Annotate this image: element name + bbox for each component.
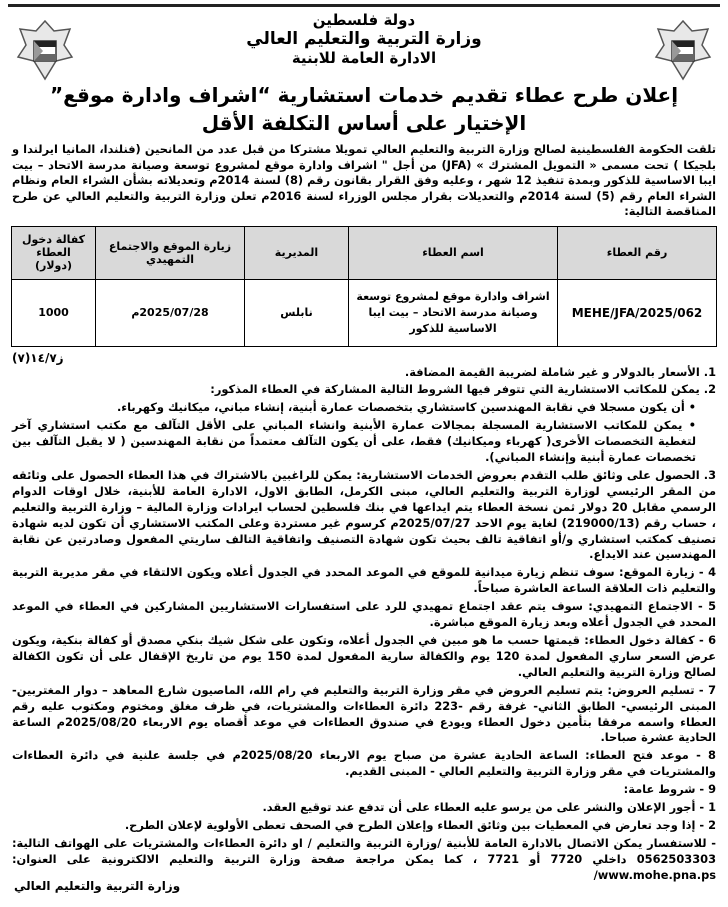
tender-bond: 1000 [12, 279, 96, 346]
col-header-directorate: المديرية [245, 226, 349, 279]
list-item: 9 - شروط عامة: [623, 782, 716, 797]
state-name: دولة فلسطين [312, 11, 416, 29]
list-item: • يمكن للمكاتب الاستشارية المسجلة بمجالات عمارة الأبنية وانشاء المباني على الأقل التآلف مع مكتب استشاري آخر لتغطية التخصصات الأخرى( كهرباء وميكانيك) فقط، على أن يكون التآلف معتمداً من نقابة المهندسين ( لا يقبل التآلف بين تخصصات عمارة أبنية وإنشاء المباني). [12, 418, 696, 465]
list-item: 1 - أجور الإعلان والنشر على من يرسو عليه العطاء على أن تدفع عند توقيع العقد. [262, 800, 716, 815]
ministry-header [8, 11, 720, 68]
list-item: 2 - إذا وجد تعارض في المعطيات بين وثائق العطاء وإعلان الطرح في الصحف تعطى الأولوية لإعلان الطرح. [124, 817, 716, 832]
tender-visit-date: 2025/07/28م [96, 279, 245, 346]
col-header-code: رقم العطاء [558, 226, 717, 279]
reference-row [12, 351, 716, 365]
list-item: 6 - كفالة دخول العطاء: قيمتها حسب ما هو مبين في الجدول أعلاه، وتكون على شكل شيك بنكي مصدق أو كفالة بنكية، ويكون عرض السعر ساري المفعول لمدة 120 يوم والكفالة سارية المفعول لمدة 150 يوم من تاريخ الإقفال على أن تكون الكفالة لصالح وزارة التربية والتعليم العالي. [12, 633, 716, 679]
list-item: 4 - زيارة الموقع: سوف تنظم زيارة ميدانية للموقع في الموعد المحدد في الجدول أعلاه ويكون الالتقاء في مقر مديرية التربية والتعليم ذات العلاقة الساعة العاشرة صباحاً. [12, 565, 716, 596]
reference-code: ز١٤/٧(٧) [12, 350, 64, 365]
signature: وزارة التربية والتعليم العالي [14, 879, 181, 893]
department-name: الادارة العامة للابنية [291, 49, 437, 67]
list-item: 8 - موعد فتح العطاء: الساعة الحادية عشرة من صباح يوم الاربعاء 2025/08/20م في جلسة علنية في دائرة العطاءات والمشتريات في مقر وزارة التربية والتعليم العالي - المبنى القديم. [12, 748, 716, 779]
list-item: • أن يكون مسجلا في نقابة المهندسين كاستشاري بتخصصات عمارة أبنية، إنشاء مباني، ميكانيك وكهرباء. [116, 400, 696, 415]
col-header-name: اسم العطاء [349, 226, 558, 279]
tender-code: MEHE/JFA/2025/062 [558, 279, 717, 346]
tender-name: اشراف وادارة موقع لمشروع توسعة وصيانة مدرسة الاتحاد – بيت ايبا الاساسية للذكور [349, 279, 558, 346]
list-item: 1. الأسعار بالدولار و غير شاملة لضريبة القيمة المضافة. [404, 364, 716, 379]
list-item: 5 - الاجتماع التمهيدي: سوف يتم عقد اجتماع تمهيدي للرد على استفسارات الاستشاريين المشاركين في العطاء في الموعد المحدد في الجدول أعلاه وبعد زيارة الموقع مباشرة. [12, 599, 716, 630]
table-header-row [12, 226, 717, 279]
list-item: - للاستفسار يمكن الاتصال بالادارة العامة للأبنية /وزارة التربية والتعليم / او دائرة العطاءات والمشتريات على الهواتف التالية: 0562503303 داخلي 7720 أو 7721 ، كما يمكن مراجعة صفحة وزارة التربية والتعليم الالكترونية على العنوان: www.mohe.pna.ps/ [12, 835, 716, 882]
list-item: 2. يمكن للمكاتب الاستشارية التي تتوفر فيها الشروط التالية المشاركة في العطاء المذكور: [210, 382, 716, 397]
ministry-name: وزارة التربية والتعليم العالي [246, 29, 482, 49]
terms-list [12, 365, 716, 884]
palestine-emblem-icon [652, 17, 714, 85]
palestine-emblem-icon [14, 17, 76, 85]
tender-directorate: نابلس [245, 279, 349, 346]
col-header-bond: كفالة دخول العطاء (دولار) [12, 226, 96, 279]
list-item: 7 - تسليم العروض: يتم تسليم العروض في مقر وزارة التربية والتعليم في رام الله، الماصيون شارع المعاهد – دوار المغتربين- المبنى الرئيسي- الطابق الثاني- غرفة رقم -223 دائرة العطاءات والمشتريات، في ظرف مغلق ومختوم ومكتوب عليه رقم العطاء واسمه مرفقا بتأمين دخول العطاء ويودع في صندوق العطاءات في موعد أقصاه يوم الاربعاء 2025/08/20م الساعة الحادية عشرة صباحا. [12, 682, 716, 745]
col-header-visit: زيارة الموقع والاجتماع التمهيدي [96, 226, 245, 279]
intro-paragraph: تلقت الحكومة الفلسطينية لصالح وزارة التربية والتعليم العالي تمويلا مشتركا من قبل عدد من المانحين (فنلندا، المانيا ايرلندا و بلجيكا ) تحت مسمى « التمويل المشترك » (JFA) من أجل " اشراف وادارة موقع لمشروع توسعة وصيانة مدرسة الاتحاد – بيت ايبا الاساسية للذكور وبمدة تنفيذ 12 شهر ، وعليه وفق القرار بقانون رقم (8) لسنة 2014م وتعديلاته بشأن الشراء العام ونظام الشراء العام رقم (5) لسنة 2014م والتعديلات بقرار مجلس الوزراء لسنة 2016م تعلن وزارة التربية والتعليم العالي عن طرح المناقصة التالية: [12, 142, 717, 218]
page-subtitle: الإختيار على أساس التكلفة الأقل [201, 111, 527, 135]
tender-table [11, 226, 717, 347]
list-item: 3. الحصول على وثائق طلب التقدم بعروض الخدمات الاستشارية: يمكن للراغبين بالاشتراك في هذا العطاء الحصول على وثائقه من المقر الرئيسي لوزارة التربية والتعليم العالي، مبنى الكرمل، الطابق الاول، الادارة العامة للأبنية، خلال اوقات الدوام الرسمي مقابل 20 دولار ثمن نسخة العطاء يتم ايداعها في بنك فلسطين لحساب ايرادات وزارة المالية – وزارة التربية والتعليم ، حساب رقم (219000/13) لغاية يوم الاحد 2025/07/27م كرسوم غير مستردة وعلى المكتب الاستشاري أن تكون لديه شهادة تصنيف كمكتب استشاري و/أو اتفاقية تالف بحيث تكون شهادة التصنيف واتفاقية التالف ساريتي المفعول وصادرتين عن نقابة المهندسين عند الايداع. [12, 467, 716, 562]
page-title: إعلان طرح عطاء تقديم خدمات استشارية “اشراف وادارة موقع” [49, 83, 679, 107]
advertisement-page [8, 4, 720, 899]
table-row [12, 279, 717, 346]
